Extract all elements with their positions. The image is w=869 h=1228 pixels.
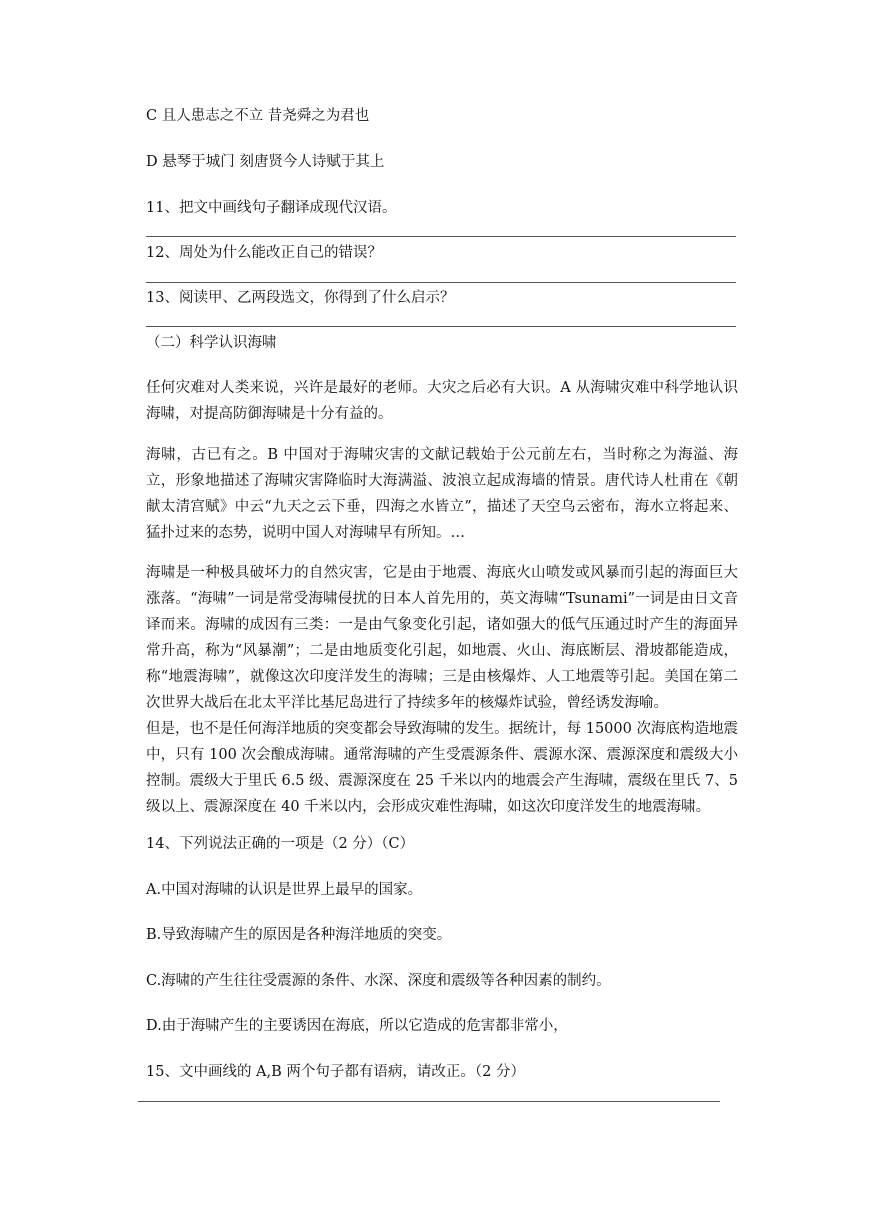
- question-14-option-c: C.海啸的产生往往受震源的条件、水深、深度和震级等各种因素的制约。: [146, 973, 611, 989]
- answer-line-15: [138, 1101, 720, 1102]
- question-12: 12、周处为什么能改正自己的错误？: [146, 245, 382, 261]
- question-13: 13、阅读甲、乙两段选文，你得到了什么启示？: [146, 290, 455, 306]
- question-11: 11、把文中画线句子翻译成现代汉语。: [146, 200, 397, 216]
- answer-line-12: [146, 282, 736, 283]
- option-c: C 且人患志之不立 昔尧舜之为君也: [146, 108, 370, 124]
- question-14-option-b: B.导致海啸产生的原因是各种海洋地质的突变。: [146, 927, 452, 943]
- question-15: 15、文中画线的 A,B 两个句子都有语病，请改正。（2 分）: [146, 1064, 525, 1080]
- answer-line-13: [146, 326, 736, 327]
- question-14: 14、下列说法正确的一项是（2 分）（C）: [146, 836, 415, 852]
- option-d: D 悬琴于城门 刻唐贤今人诗赋于其上: [146, 154, 385, 170]
- question-14-option-a: A.中国对海啸的认识是世界上最早的国家。: [146, 882, 423, 898]
- answer-line-11: [146, 236, 736, 237]
- passage-paragraph-3: 海啸是一种极具破坏力的自然灾害，它是由于地震、海底火山喷发或风暴而引起的海面巨大涨落。“海啸”一词是常受海啸侵扰的日本人首先用的，英文海啸“Tsunami”一词是由日文音译而来。海啸的成因有三类：一是由气象变化引起，诸如强大的低气压通过时产生的海面异常升高，称为“风暴潮”；二是由地质变化引起，如地震、火山、海底断层、滑坡都能造成，称“地震海啸”，就像这次印度洋发生的海啸；三是由核爆炸、人工地震等引起。美国在第二次世界大战后在北太平洋比基尼岛进行了持续多年的核爆炸试验，曾经诱发海喻。: [146, 565, 738, 711]
- section-heading: （二）科学认识海啸: [146, 335, 277, 351]
- passage-paragraph-4: 但是，也不是任何海洋地质的突变都会导致海啸的发生。据统计，每 15000 次海底构造地震中，只有 100 次会酿成海啸。通常海啸的产生受震源条件、震源水深、震源深度和震级大小控制。震级大于里氏 6.5 级、震源深度在 25 千米以内的地震会产生海啸，震级在里氏 7、5 级以上、震源深度在 40 千米以内，会形成灾难性海啸，如这次印度洋发生的地震海啸。: [146, 721, 738, 815]
- passage-paragraph-2: 海啸，古已有之。B 中国对于海啸灾害的文献记载始于公元前左右，当时称之为海溢、海立，形象地描述了海啸灾害降临时大海满溢、波浪立起成海墙的情景。唐代诗人杜甫在《朝献太清宫赋》中云“九天之云下垂，四海之水皆立”，描述了天空乌云密布，海水立将起来、猛扑过来的态势，说明中国人对海啸早有所知。…: [146, 447, 738, 541]
- question-14-option-d: D.由于海啸产生的主要诱因在海底，所以它造成的危害都非常小，: [146, 1018, 568, 1034]
- passage-paragraph-1: 任何灾难对人类来说，兴许是最好的老师。大灾之后必有大识。A 从海啸灾难中科学地认识海啸，对提高防御海啸是十分有益的。: [146, 380, 738, 422]
